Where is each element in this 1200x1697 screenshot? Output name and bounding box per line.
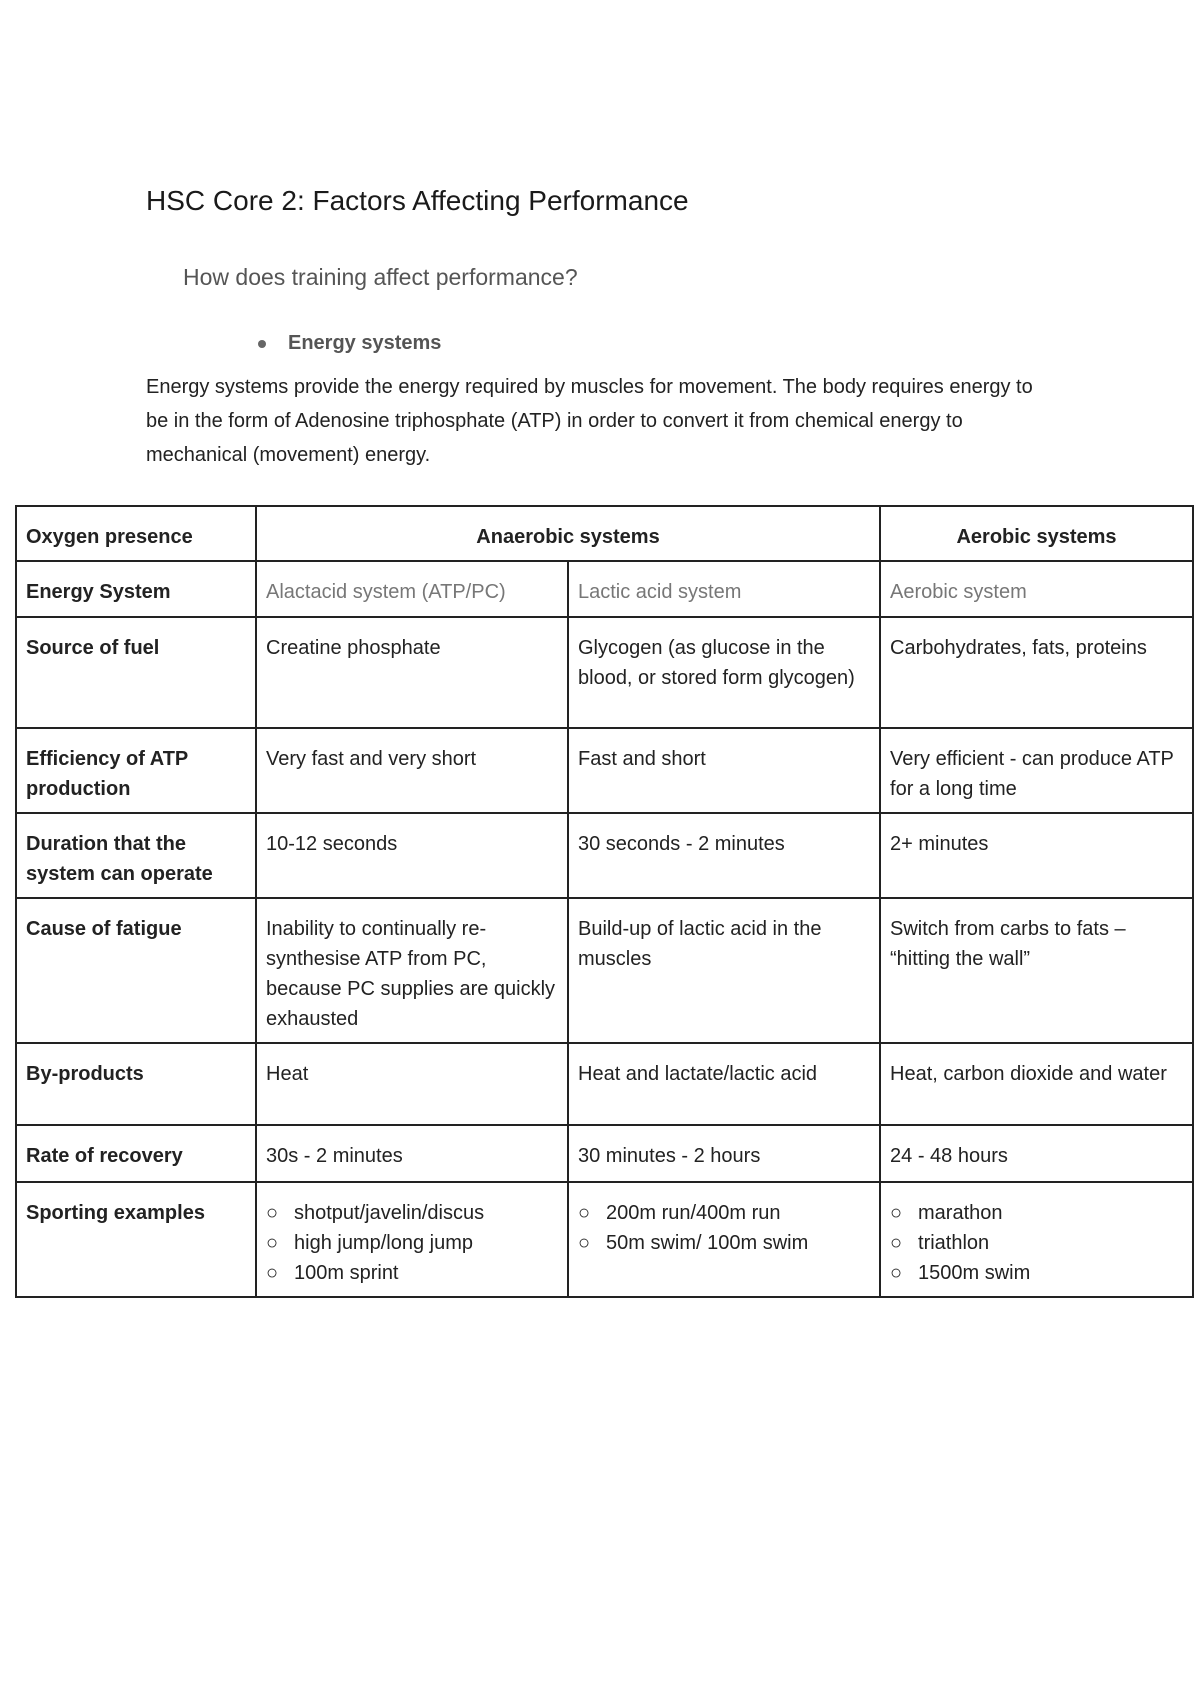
list-item: ○ triathlon <box>890 1228 1183 1258</box>
cell: 30s - 2 minutes <box>256 1125 568 1182</box>
cell: Build-up of lactic acid in the muscles <box>568 898 880 1043</box>
cell: Fast and short <box>568 728 880 813</box>
cell <box>568 1182 880 1297</box>
section-heading: How does training affect performance? <box>183 264 578 290</box>
cell <box>256 1182 568 1297</box>
cell: 30 minutes - 2 hours <box>568 1125 880 1182</box>
list-item: ○ 100m sprint <box>266 1258 558 1288</box>
list-item: ○ shotput/javelin/discus <box>266 1198 558 1228</box>
cell: 24 - 48 hours <box>880 1125 1193 1182</box>
row-label: Efficiency of ATP production <box>16 728 256 813</box>
page-title: HSC Core 2: Factors Affecting Performance <box>146 185 689 216</box>
row-label: Sporting examples <box>16 1182 256 1297</box>
cell: Inability to continually re-synthesise ATP from PC, because PC supplies are quickly exhausted <box>256 898 568 1043</box>
cell: 2+ minutes <box>880 813 1193 898</box>
cell: Very fast and very short <box>256 728 568 813</box>
row-label: Source of fuel <box>16 617 256 728</box>
cell: Heat and lactate/lactic acid <box>568 1043 880 1125</box>
header-label-cell: Oxygen presence <box>16 506 256 561</box>
table-row <box>16 1125 1193 1182</box>
cell: Alactacid system (ATP/PC) <box>256 561 568 617</box>
bullet-item <box>258 332 441 355</box>
list-item: ○ marathon <box>890 1198 1183 1228</box>
cell: Switch from carbs to fats – “hitting the wall” <box>880 898 1193 1043</box>
list-item: ○ high jump/long jump <box>266 1228 558 1258</box>
intro-paragraph: Energy systems provide the energy required by muscles for movement. The body requires energy to be in the form of Adenosine triphosphate (ATP) in order to convert it from chemical energy to mechanical (movement) energy. <box>146 376 1033 466</box>
list-item: ○ 200m run/400m run <box>578 1198 870 1228</box>
table-row <box>16 617 1193 728</box>
row-label: Rate of recovery <box>16 1125 256 1182</box>
cell: Aerobic system <box>880 561 1193 617</box>
row-label: Cause of fatigue <box>16 898 256 1043</box>
examples-list <box>890 1198 1183 1288</box>
cell: Heat <box>256 1043 568 1125</box>
cell: Lactic acid system <box>568 561 880 617</box>
table-row <box>16 1043 1193 1125</box>
table-row <box>16 561 1193 617</box>
cell: Glycogen (as glucose in the blood, or stored form glycogen) <box>568 617 880 728</box>
examples-list <box>578 1198 870 1258</box>
cell: Carbohydrates, fats, proteins <box>880 617 1193 728</box>
row-label: Energy System <box>16 561 256 617</box>
cell: Very efficient - can produce ATP for a long time <box>880 728 1193 813</box>
examples-list <box>266 1198 558 1288</box>
row-label: Duration that the system can operate <box>16 813 256 898</box>
table-row <box>16 898 1193 1043</box>
table-header-row <box>16 506 1193 561</box>
bullet-label: Energy systems <box>288 332 442 354</box>
cell: Heat, carbon dioxide and water <box>880 1043 1193 1125</box>
list-item: ○ 50m swim/ 100m swim <box>578 1228 870 1258</box>
table-row <box>16 813 1193 898</box>
cell: Creatine phosphate <box>256 617 568 728</box>
cell: 10-12 seconds <box>256 813 568 898</box>
bullet-dot-icon <box>258 340 266 348</box>
table-row-sporting <box>16 1182 1193 1297</box>
table-row <box>16 728 1193 813</box>
energy-systems-table <box>15 505 1194 1298</box>
list-item: ○ 1500m swim <box>890 1258 1183 1288</box>
header-anaerobic-cell: Anaerobic systems <box>256 506 880 561</box>
cell: 30 seconds - 2 minutes <box>568 813 880 898</box>
row-label: By-products <box>16 1043 256 1125</box>
header-aerobic-cell: Aerobic systems <box>880 506 1193 561</box>
cell <box>880 1182 1193 1297</box>
